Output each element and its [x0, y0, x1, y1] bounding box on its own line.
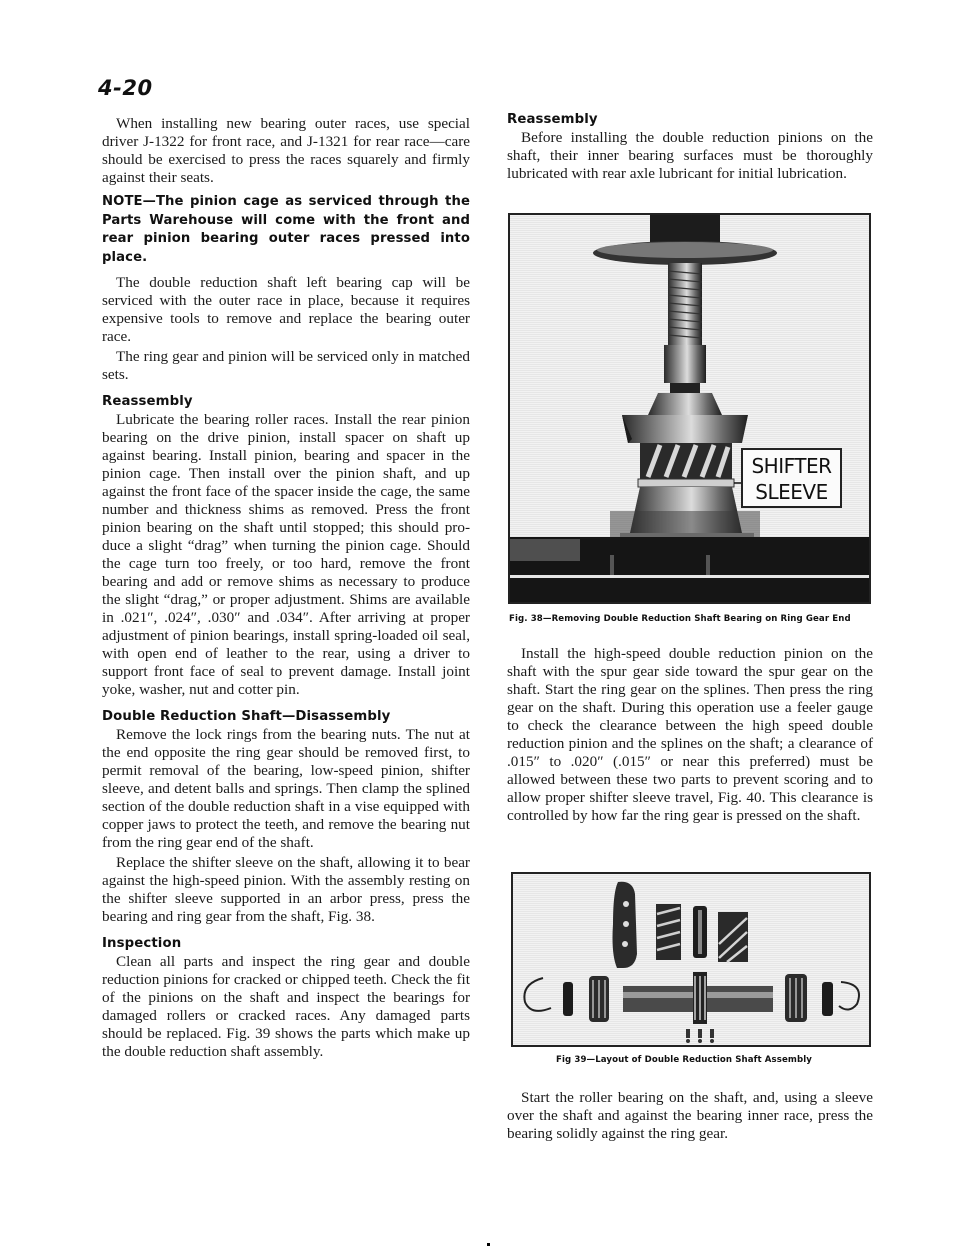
page-number: 4-20	[98, 76, 153, 100]
right-column-bottom	[507, 1089, 873, 1143]
reassembly-paragraph: Lubricate the bearing roller races. Install the rear pinion bearing on the drive pinion, install spacer on shaft up against bearing. Install pinion, bearing and spacer in the pinion cage. Then install over the pinion shaft, and up against the front face of the spacer inside the cage, the same number and thickness shims as removed. Press the front pinion bearing on the shaft until stopped; this should produce a slight “drag” when turning the pinion cage. Should the cage turn too freely, or too hard, remove the front bearing and add or remove shims as necessary to produce the slight “drag,” or proper adjustment. Shims are available in .021″, .024″, .030″ and .034″. After arriving at proper adjustment of pinion bearings, install spring-loaded oil seal, with open end of leather to the rear, using a driver to support front face of seal to prevent damage. Install joint yoke, washer, nut and cotter pin.	[102, 411, 470, 698]
right-reassembly-heading: Reassembly	[507, 112, 598, 127]
install-pinion-paragraph: Install the high-speed double reduction pinion on the shaft with the spur gear side toward the spur gear on the shaft. Start the ring gear on the splines. Then press the ring gear on the shaft. During this operation use a feeler gauge to check the clearance between the high speed double reduction pinion and the splines on the shaft; a clearance of .015″ to .020″ (.015″ or near this preferred) must be allowed between these two parts to prevent scoring and to allow proper shifter sleeve travel, Fig. 40. This clearance is controlled by how far the ring gear is pressed on the shaft.	[507, 645, 873, 824]
matched-sets-paragraph: The ring gear and pinion will be serviced only in matched sets.	[102, 348, 470, 383]
disassembly-paragraph-1: Remove the lock rings from the bearing nuts. The nut at the end opposite the ring gear should be removed first, to permit removal of the bearing, low-speed pinion, shifter sleeve, and detent balls and springs. Then clamp the splined section of the double reduction shaft in a vise equipped with copper jaws to protect the teeth, and remove the bearing nut from the ring gear end of the shaft.	[102, 726, 470, 851]
figure-38-photo	[508, 213, 871, 604]
disassembly-paragraph-2: Replace the shifter sleeve on the shaft, allowing it to bear against the high-speed pinion. With the assembly resting on the shifter sleeve supported in an arbor press, press the bearing and ring gear from the shaft, Fig. 38.	[102, 854, 470, 925]
right-column-middle	[507, 645, 873, 825]
shaft-assembly-layout-illustration	[513, 874, 869, 1045]
page-mark	[487, 1243, 490, 1246]
arbor-press-illustration	[510, 215, 869, 602]
right-column-top	[507, 111, 873, 183]
inspection-paragraph: Clean all parts and inspect the ring gear and double reduction pinions for cracked or chipped teeth. Check the fit of the pinions on the shaft and inspect the bearings for damaged rollers or cracked races. Any damaged parts should be replaced. Fig. 39 shows the parts which make up the double reduction shaft assembly.	[102, 953, 470, 1060]
right-reassembly-paragraph: Before installing the double reduction pinions on the shaft, their inner bearing surfaces must be thoroughly lubricated with rear axle lubricant for initial lubrication.	[507, 129, 873, 182]
reassembly-heading: Reassembly	[102, 394, 193, 409]
label-line-shifter: SHIFTER	[751, 454, 832, 478]
left-column	[102, 115, 470, 1061]
roller-bearing-paragraph: Start the roller bearing on the shaft, and, using a sleeve over the shaft and against the bearing inner race, press the bearing solidly against the ring gear.	[507, 1089, 873, 1142]
label-line-sleeve: SLEEVE	[755, 480, 828, 504]
figure-39-photo	[511, 872, 871, 1047]
figure-38-caption: Fig. 38—Removing Double Reduction Shaft Bearing on Ring Gear End	[509, 614, 851, 624]
bearing-cap-paragraph: The double reduction shaft left bearing cap will be serviced with the outer race in place, because it requires expensive tools to remove and replace the bearing outer race.	[102, 274, 470, 345]
disassembly-heading: Double Reduction Shaft—Disassembly	[102, 709, 391, 724]
parts-warehouse-note: NOTE—The pinion cage as serviced through the Parts Warehouse will come with the front and rear pinion bearing outer races pressed into place.	[102, 194, 470, 265]
figure-39-caption: Fig 39—Layout of Double Reduction Shaft Assembly	[556, 1055, 812, 1065]
intro-paragraph: When installing new bearing outer races, use special driver J-1322 for front race, and J-1321 for rear race—care should be exercised to press the races squarely and firmly against their seats.	[102, 115, 470, 186]
inspection-heading: Inspection	[102, 936, 182, 951]
shifter-sleeve-label	[741, 448, 842, 508]
